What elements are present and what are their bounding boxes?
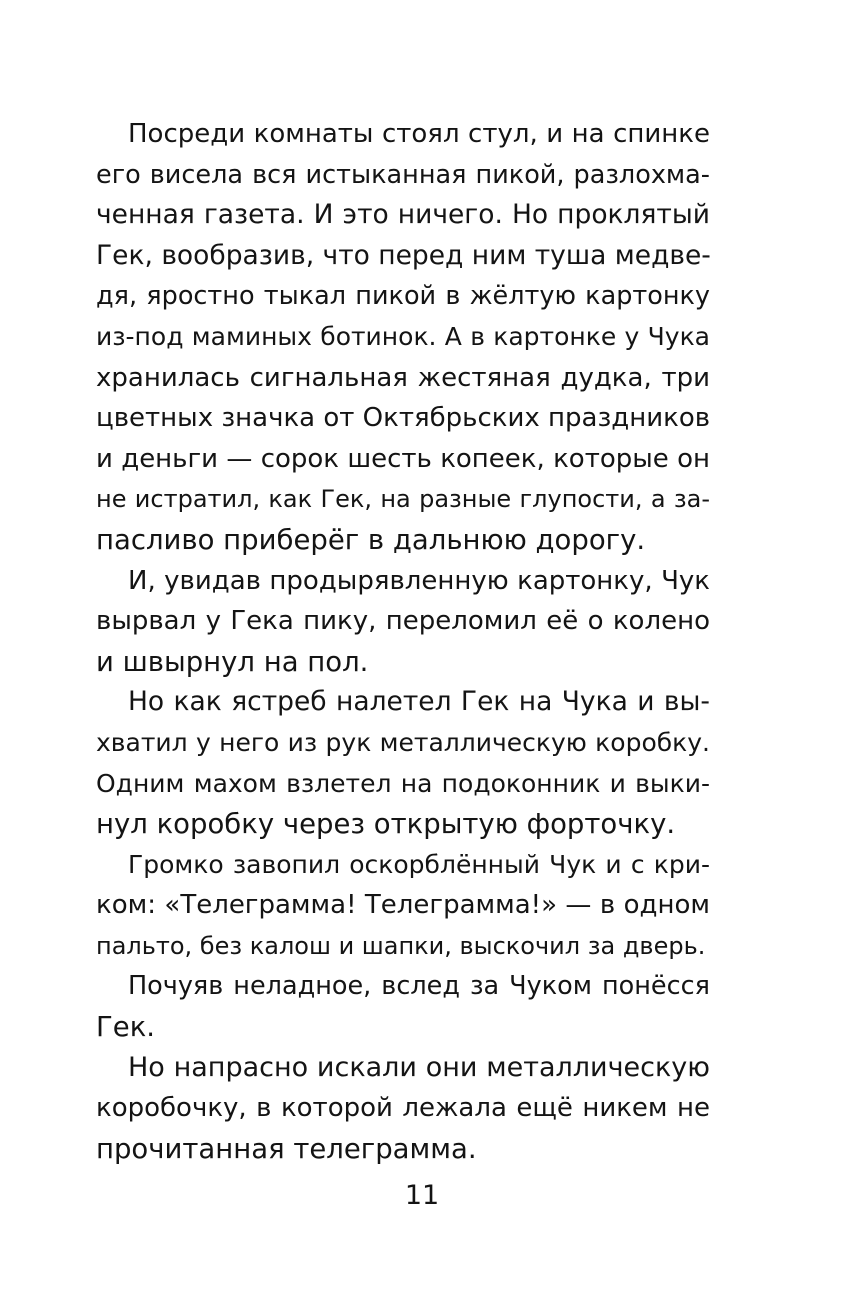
text-line: Одним махом взлетел на подоконник и выки- — [96, 768, 710, 798]
text-line: ком: «Телеграмма! Телеграмма!» — в одном — [96, 890, 710, 921]
text-line: пальто, без калош и шапки, выскочил за дверь. — [96, 931, 706, 960]
text-line: из-под маминых ботинок. А в картонке у Чука — [96, 321, 710, 351]
text-line: Гек, вообразив, что перед ним туша медве- — [96, 239, 711, 271]
text-line: не истратил, как Гек, на разные глупости, а за- — [96, 485, 710, 514]
text-line: вырвал у Гека пику, переломил её о колено — [96, 606, 710, 637]
body-text — [96, 114, 710, 1169]
text-line: дя, яростно тыкал пикой в жёлтую картонку — [96, 281, 710, 312]
text-line: пасливо приберёг в дальнюю дорогу. — [96, 523, 646, 556]
text-line: Но напрасно искали они металлическую — [128, 1051, 710, 1083]
text-line: Гек. — [96, 1011, 156, 1044]
text-line: Громко завопил оскорблённый Чук и с кри- — [128, 849, 710, 879]
text-line: коробочку, в которой лежала ещё никем не — [96, 1093, 710, 1124]
text-line: Посреди комнаты стоял стул, и на спинке — [128, 119, 710, 149]
text-line: и деньги — сорок шесть копеек, которые он — [96, 443, 710, 474]
text-line: ченная газета. И это ничего. Но проклятый — [96, 199, 710, 231]
text-line: Но как ястреб налетел Гек на Чука и вы- — [128, 686, 710, 718]
text-line: Почуяв неладное, вслед за Чуком понёсся — [128, 971, 710, 1002]
text-line: нул коробку через открытую форточку. — [96, 808, 676, 841]
text-line: хранилась сигнальная жестяная дудка, три — [96, 362, 710, 393]
page-number: 11 — [404, 1180, 440, 1211]
text-line: цветных значка от Октябрьских праздников — [96, 403, 711, 434]
text-line: хватил у него из рук металлическую коробку. — [96, 727, 710, 757]
text-line: и швырнул на пол. — [96, 645, 369, 678]
text-line: его висела вся истыканная пикой, разлохма- — [96, 159, 710, 190]
text-line: прочитанная телеграмма. — [96, 1132, 477, 1165]
text-line: И, увидав продырявленную картонку, Чук — [128, 565, 710, 596]
